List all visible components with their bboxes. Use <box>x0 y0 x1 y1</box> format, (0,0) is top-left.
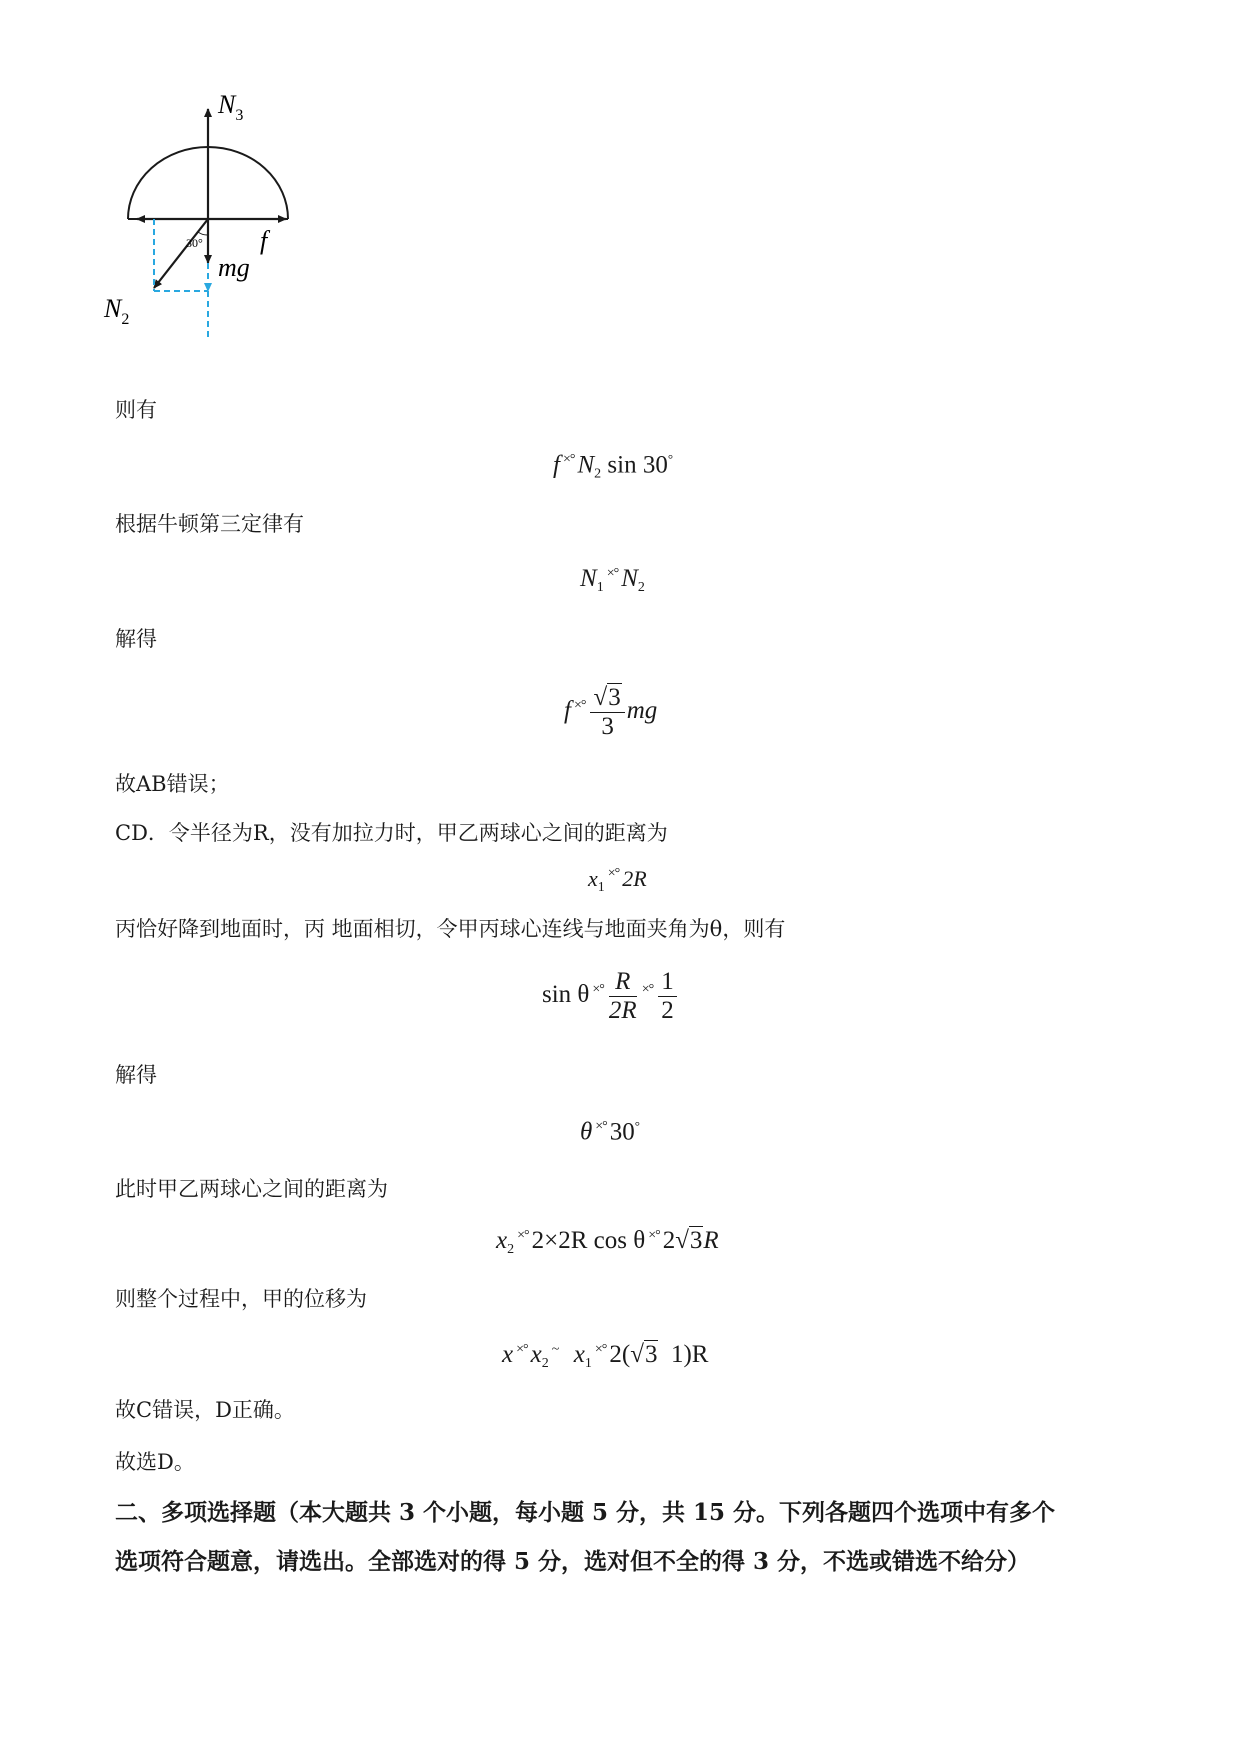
text-c-wrong-d-right: 故C错误，D正确。 <box>115 1398 295 1422</box>
section-heading-line-1: 二、多项选择题（本大题共 3 个小题，每小题 5 分，共 15 分。下列各题四个选项中有多个 <box>115 1499 1056 1526</box>
equation-4: $x_1^{\times^\circ}$ 2R <box>588 866 647 895</box>
text-zezheng: 则整个过程中，甲的位移为 <box>115 1287 367 1311</box>
section-heading-line-2: 选项符合题意，请选出。全部选对的得 5 分，选对但不全的得 3 分，不选或错选不给分） <box>115 1548 1031 1575</box>
equation-8: x ×° $x_2^\sim$ $x_1^{\times^\circ}$ 2(√3 1)R <box>502 1341 709 1371</box>
equation-1: f ×° $N_2$ sin 30° <box>553 451 674 482</box>
text-newton: 根据牛顿第三定律有 <box>115 512 304 536</box>
equation-2: $N_1^{\times^\circ}$ $N_2$ <box>580 565 645 595</box>
force-diagram <box>100 95 320 380</box>
angle-arc <box>198 232 208 235</box>
text-zeyou: 则有 <box>115 398 157 422</box>
equation-7: $x_2^{\times^\circ}$ 2×2R cos θ ×° 2√3R <box>496 1227 719 1257</box>
label-angle: 30° <box>186 236 203 250</box>
label-n2: $N_2$ <box>104 294 130 328</box>
equation-5: sin θ ×° $\frac{R}{2R}$ ×° $\frac{1}{2}$ <box>542 968 679 1025</box>
n2-arrow <box>154 219 208 288</box>
text-bing-intro: 丙恰好降到地面时，丙 地面相切，令甲丙球心连线与地面夹角为θ，则有 <box>115 917 786 941</box>
equation-6: θ ×° 30° <box>580 1118 640 1146</box>
text-ab-wrong: 故AB错误； <box>115 772 230 796</box>
text-answer-d: 故选D。 <box>115 1450 195 1474</box>
label-f: f <box>260 226 268 255</box>
equation-3: f ×° $\frac{√3}{3}$ mg <box>564 684 658 740</box>
text-jiede-2: 解得 <box>115 1063 157 1087</box>
text-cd-intro: CD．令半径为R，没有加拉力时，甲乙两球心之间的距离为 <box>115 821 668 845</box>
text-jiede-1: 解得 <box>115 627 157 651</box>
label-n3: $N_3$ <box>218 95 244 124</box>
text-cishi: 此时甲乙两球心之间的距离为 <box>115 1177 388 1201</box>
label-mg: mg <box>218 253 250 282</box>
